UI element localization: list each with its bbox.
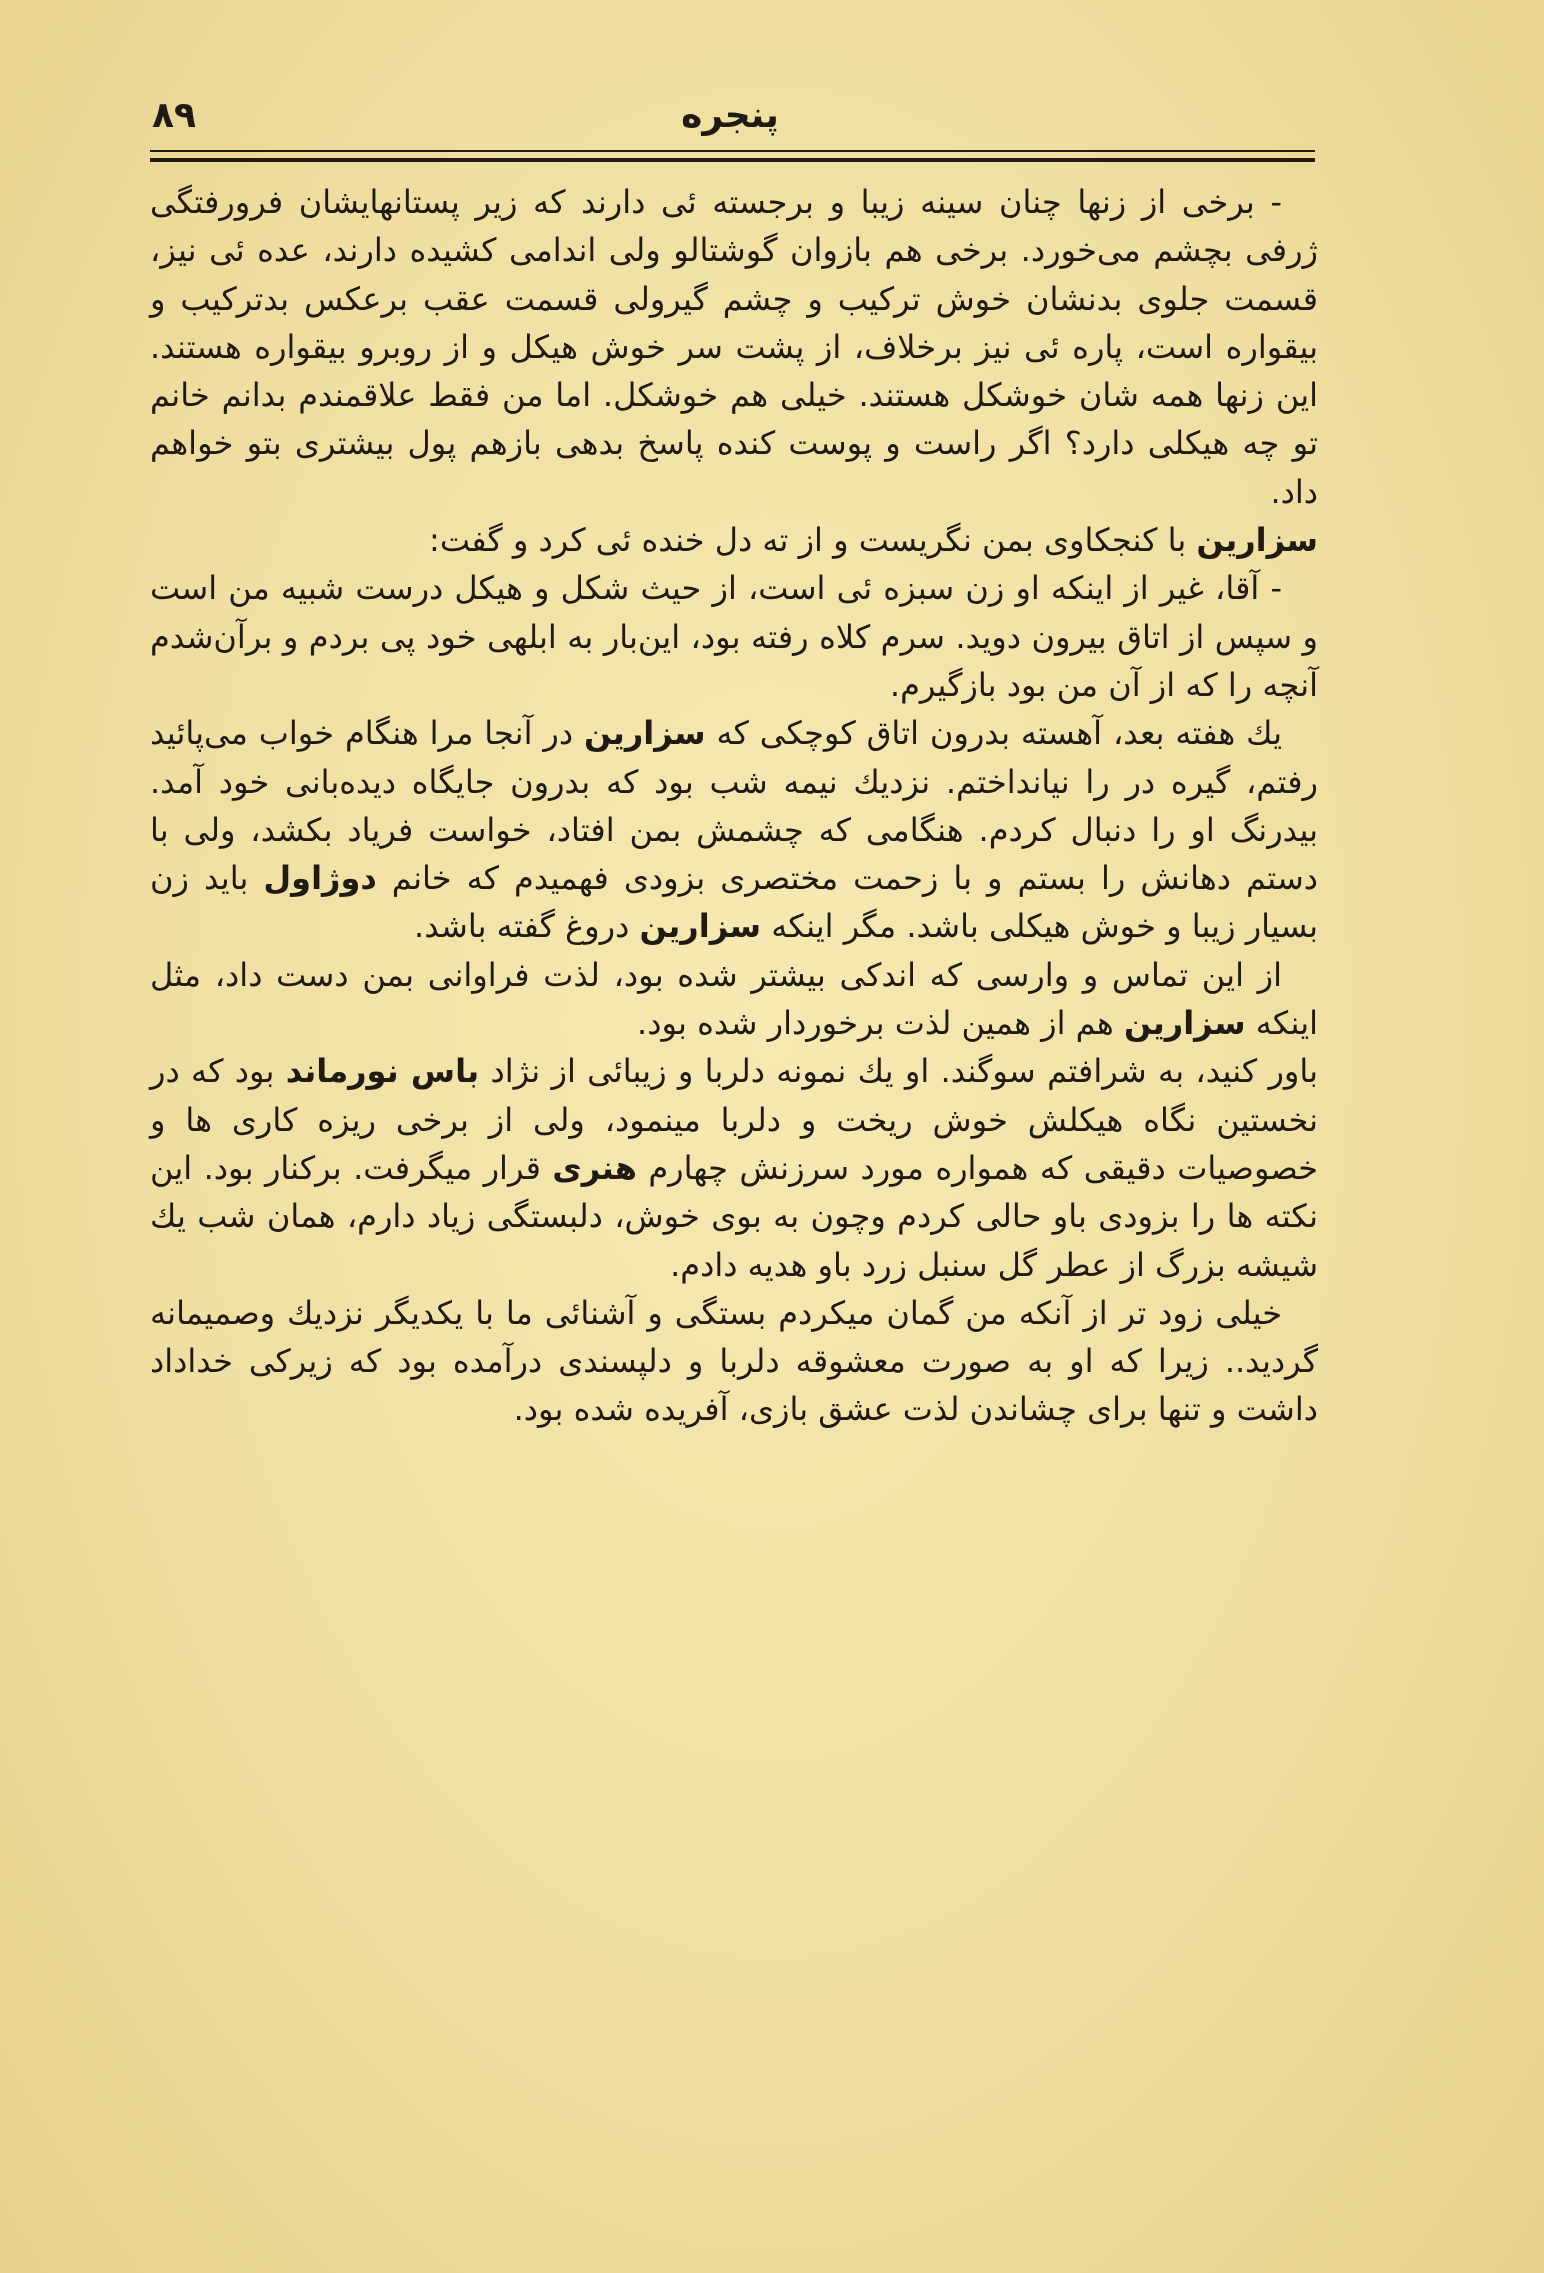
paragraph-text: - آقا، غیر از اینکه او زن سبزه ئی است، از حیث شکل و هیکل درست شبیه من است و سپس از اتاق بیرون دوید. سرم کلاه رفته بود، این‌بار به ابلهی خود پی بردم و برآن‌شدم آنچه را که از آن من بود بازگیرم. xyxy=(150,569,1318,704)
bold-name: سزارین xyxy=(1196,521,1318,560)
paragraph xyxy=(150,1289,1318,1434)
bold-name: سزارین xyxy=(639,907,762,946)
bold-name: دوژاول xyxy=(263,859,377,898)
paragraph xyxy=(150,178,1318,516)
bold-name: سزارین xyxy=(1123,1004,1246,1043)
header-rule-thin xyxy=(150,150,1315,152)
paragraph xyxy=(150,951,1318,1048)
bold-name: سزارین xyxy=(584,714,706,753)
paragraph xyxy=(150,709,1318,950)
paragraph-text: دروغ گفته باشد. xyxy=(414,907,640,946)
paragraph xyxy=(150,564,1318,709)
paragraph-text: یك هفته بعد، آهسته بدرون اتاق کوچکی که xyxy=(705,714,1282,753)
header-rule-thick xyxy=(150,158,1315,162)
paragraph-text: با کنجکاوی بمن نگریست و از ته دل خنده ئی کرد و گفت: xyxy=(429,521,1197,560)
paragraph-text: خیلی زود تر از آنکه من گمان میکردم بستگی و آشنائی ما با یکدیگر نزدیك وصمیمانه گردید.. زیرا که او به صورت معشوقه دلربا و دلپسندی درآمده بود که زیرکی خداداد داشت و تنها برای چشاندن لذت عشق بازی، آفریده شده بود. xyxy=(150,1293,1318,1429)
bold-name: هنری xyxy=(552,1148,637,1187)
paragraph xyxy=(150,1047,1318,1288)
paragraph-text: باور کنید، به شرافتم سوگند. او یك نمونه دلربا و زیبائی از نژاد xyxy=(479,1052,1319,1091)
page-header xyxy=(150,95,1310,145)
paragraph-text: - برخی از زنها چنان سینه زیبا و برجسته ئی دارند که زیر پستانهایشان فرورفتگی ژرفی بچشم می‌خورد. برخی هم بازوان گوشتالو ولی اندامی کشیده دارند، عده ئی نیز، قسمت جلوی بدنشان خوش ترکیب و چشم گیرولی قسمت عقب برعکس بدترکیب و بیقواره است، پاره ئی نیز برخلاف، از پشت سر خوش هیکل و از روبرو بیقواره هستند. این زنها همه شان خوشکل هستند. خیلی هم خوشکل. اما من فقط علاقمندم بدانم خانم تو چه هیکلی دارد؟ اگر راست و پوست کنده پاسخ بدهی بازهم پول بیشتری بتو خواهم داد. xyxy=(150,183,1318,511)
paragraph-text: بود که در نخستین نگاه هیکلش خوش ریخت و دلربا مینمود، ولی از برخی ریزه کاری ها و خصوصیات دقیقی که همواره مورد سرزنش چهارم xyxy=(150,1052,1319,1187)
page-number: ۸۹ xyxy=(152,95,196,136)
paragraph-text: باید زن بسیار زیبا و خوش هیکلی باشد. مگر اینکه xyxy=(150,859,1318,946)
paragraph xyxy=(150,516,1318,564)
paragraph-text: در آنجا مرا هنگام خواب می‌پائید رفتم، گیره در را نیانداختم. نزدیك نیمه شب بود که بدرون جایگاه دیده‌بانی خود آمد. بیدرنگ او را دنبال کردم. هنگامی که چشمش بمن افتاد، خواست فریاد بکشد، ولی با دستم دهانش را بستم و با زحمت مختصری بزودی فهمیدم که خانم xyxy=(150,714,1319,898)
paragraph-text: از این تماس و وارسی که اندکی بیشتر شده بود، لذت فراوانی بمن دست داد، مثل اینکه xyxy=(150,955,1318,1043)
running-title: پنجره xyxy=(681,95,779,136)
paragraph-text: قرار میگرفت. برکنار بود. این نکته ها را بزودی باو حالی کردم وچون به بوی خوش، دلبستگی زیاد دارم، همان شب یك شیشه بزرگ از عطر گل سنبل زرد باو هدیه دادم. xyxy=(150,1148,1318,1284)
paragraph-text: هم از همین لذت برخوردار شده بود. xyxy=(637,1004,1124,1043)
body-text xyxy=(150,178,1318,2178)
bold-name: باس نورماند xyxy=(285,1052,480,1091)
